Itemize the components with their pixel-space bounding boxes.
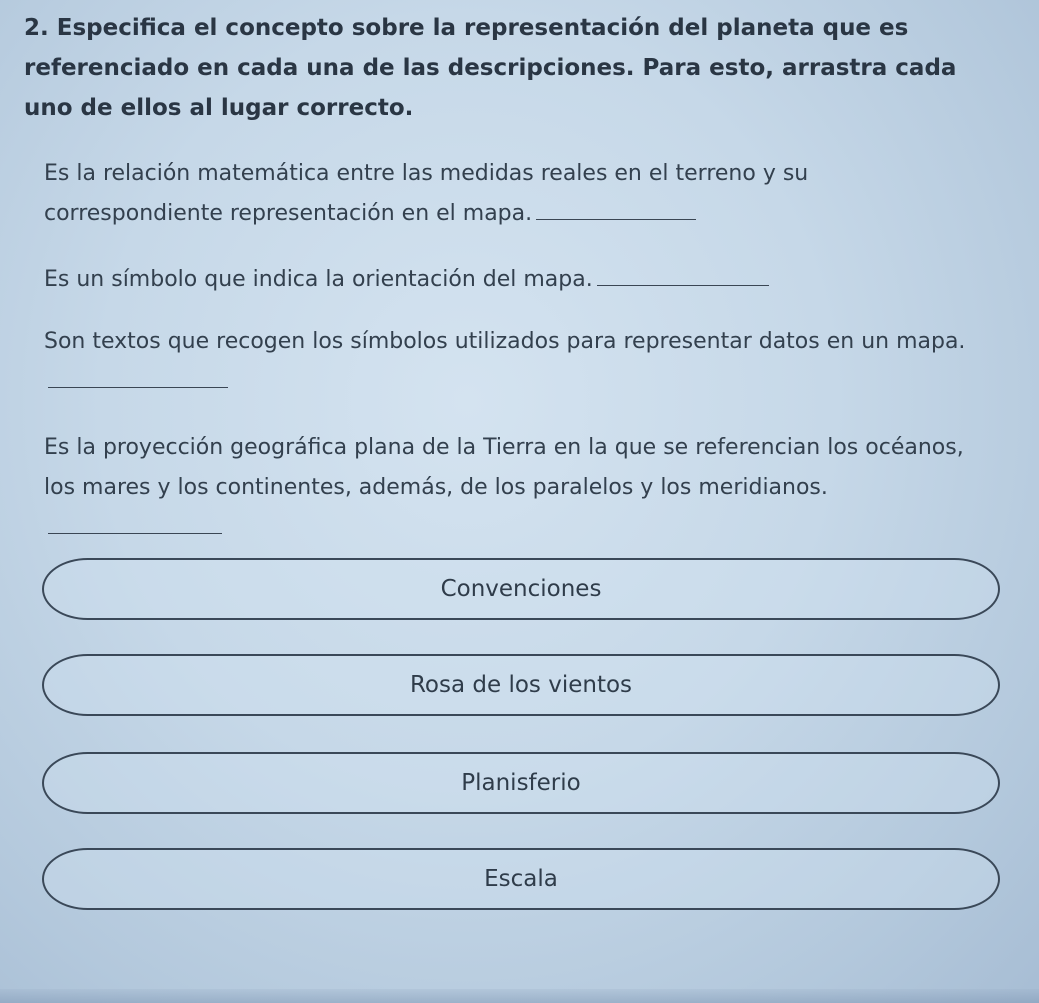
description-2 [44, 260, 994, 300]
option-label: Convenciones [440, 576, 602, 602]
option-label: Escala [484, 866, 558, 892]
option-label: Planisferio [461, 770, 581, 796]
question-heading [24, 8, 984, 128]
description-3 [44, 322, 994, 402]
drop-target-2[interactable] [597, 263, 769, 286]
description-text: Es la relación matemática entre las medidas reales en el terreno y su correspondiente representación en el mapa. [44, 161, 809, 226]
option-escala[interactable] [42, 848, 1000, 910]
bottom-edge [0, 989, 1039, 1003]
description-4 [44, 428, 994, 548]
drop-target-4[interactable] [48, 511, 222, 534]
option-rosa-de-los-vientos[interactable] [42, 654, 1000, 716]
description-1 [44, 154, 994, 234]
drop-target-3[interactable] [48, 365, 228, 388]
drop-target-1[interactable] [536, 197, 696, 220]
description-text: Son textos que recogen los símbolos utilizados para representar datos en un mapa. [44, 329, 966, 354]
option-convenciones[interactable] [42, 558, 1000, 620]
description-text: Es un símbolo que indica la orientación del mapa. [44, 267, 593, 292]
description-text: Es la proyección geográfica plana de la Tierra en la que se referencian los océanos, los mares y los continentes, además, de los paralelos y los meridianos. [44, 435, 964, 500]
question-text: 2. Especifica el concepto sobre la representación del planeta que es referenciado en cada una de las descripciones. Para esto, arrastra cada uno de ellos al lugar correcto. [24, 15, 957, 121]
option-planisferio[interactable] [42, 752, 1000, 814]
option-label: Rosa de los vientos [409, 672, 633, 698]
